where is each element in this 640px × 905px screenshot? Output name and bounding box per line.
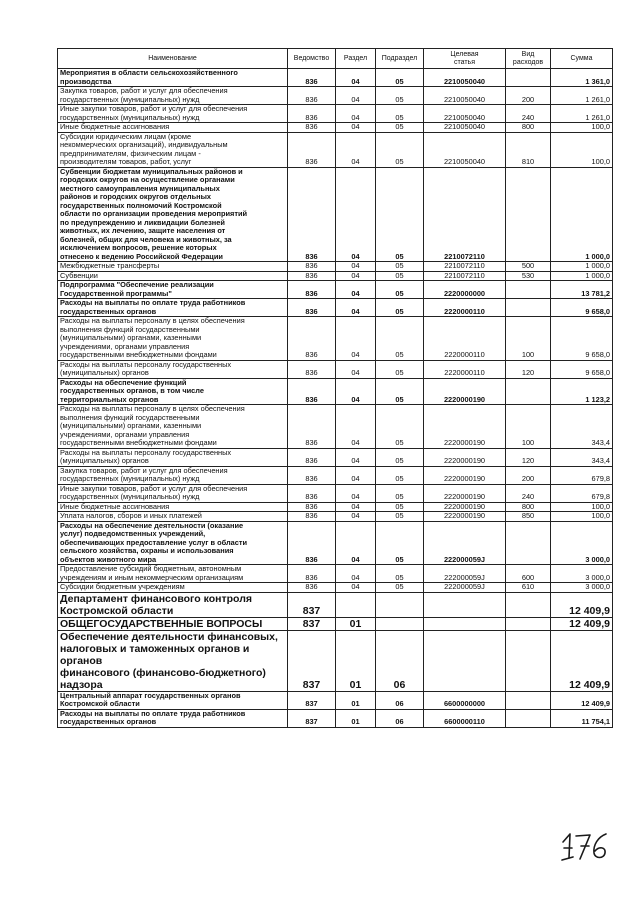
table-row xyxy=(58,299,613,317)
cell-razdel: 01 xyxy=(336,617,376,630)
cell-razdel: 04 xyxy=(336,565,376,583)
cell-ved: 837 xyxy=(288,592,336,617)
cell-cs: 2220000190 xyxy=(424,378,506,405)
header-ved-line: Ведомство xyxy=(293,54,330,62)
header-cs-line-2: статья xyxy=(453,58,475,66)
cell-vr xyxy=(506,281,551,299)
cell-name: Субвенции бюджетам муниципальных районов и городских округов на осуществление органами местного самоуправления муниципальных районов и городских округов отдельных государственных полномочий Костромской области по организации проведения мероприятий по предупреждению и ликвидации болезней животных, их лечению, защите населения от болезней, общих для человека и животных, за исключением вопросов, решение которых отнесено к ведению Российской Федерации xyxy=(58,167,288,262)
header-vr-line-2: расходов xyxy=(512,58,544,66)
cell-ved: 836 xyxy=(288,378,336,405)
cell-name: Расходы на выплаты по оплате труда работников государственных органов xyxy=(58,709,288,727)
cell-name: Департамент финансового контроля Костромской области xyxy=(58,592,288,617)
cell-cs: 2210050040 xyxy=(424,69,506,87)
cell-sum: 12 409,9 xyxy=(551,691,613,709)
cell-cs: 2210050040 xyxy=(424,87,506,105)
cell-sum: 1 361,0 xyxy=(551,69,613,87)
cell-sum: 100,0 xyxy=(551,502,613,512)
cell-sum: 9 658,0 xyxy=(551,299,613,317)
cell-podrazdel: 05 xyxy=(376,281,424,299)
cell-vr: 240 xyxy=(506,105,551,123)
cell-ved: 836 xyxy=(288,317,336,361)
header-cs xyxy=(424,49,506,69)
cell-ved: 837 xyxy=(288,709,336,727)
cell-ved: 836 xyxy=(288,565,336,583)
cell-podrazdel: 05 xyxy=(376,378,424,405)
cell-vr: 120 xyxy=(506,360,551,378)
cell-vr xyxy=(506,378,551,405)
cell-podrazdel: 05 xyxy=(376,105,424,123)
table-body xyxy=(58,69,613,728)
cell-vr: 850 xyxy=(506,512,551,522)
cell-vr: 100 xyxy=(506,317,551,361)
cell-ved: 836 xyxy=(288,448,336,466)
cell-vr xyxy=(506,709,551,727)
table-row xyxy=(58,691,613,709)
cell-razdel: 01 xyxy=(336,691,376,709)
header-ved xyxy=(288,49,336,69)
cell-sum: 1 000,0 xyxy=(551,262,613,272)
table-row xyxy=(58,709,613,727)
cell-vr: 500 xyxy=(506,262,551,272)
cell-podrazdel: 05 xyxy=(376,583,424,593)
cell-podrazdel: 06 xyxy=(376,709,424,727)
cell-vr xyxy=(506,521,551,565)
cell-cs: 2220000110 xyxy=(424,360,506,378)
cell-name: Закупка товаров, работ и услуг для обеспечения государственных (муниципальных) нужд xyxy=(58,466,288,484)
cell-sum: 12 409,9 xyxy=(551,592,613,617)
cell-vr: 240 xyxy=(506,484,551,502)
cell-razdel: 04 xyxy=(336,281,376,299)
cell-sum: 1 123,2 xyxy=(551,378,613,405)
cell-cs: 2210072110 xyxy=(424,271,506,281)
cell-name: Обеспечение деятельности финансовых, налоговых и таможенных органов и органов финансового (финансово-бюджетного) надзора xyxy=(58,630,288,691)
cell-vr: 120 xyxy=(506,448,551,466)
cell-ved: 836 xyxy=(288,583,336,593)
cell-podrazdel: 05 xyxy=(376,317,424,361)
cell-razdel: 04 xyxy=(336,262,376,272)
cell-razdel: 04 xyxy=(336,502,376,512)
cell-podrazdel: 05 xyxy=(376,123,424,133)
cell-vr xyxy=(506,691,551,709)
cell-ved: 836 xyxy=(288,502,336,512)
cell-podrazdel xyxy=(376,617,424,630)
cell-name: Иные закупки товаров, работ и услуг для обеспечения государственных (муниципальных) нужд xyxy=(58,484,288,502)
cell-sum: 13 781,2 xyxy=(551,281,613,299)
cell-ved: 836 xyxy=(288,521,336,565)
cell-ved: 836 xyxy=(288,299,336,317)
cell-ved: 836 xyxy=(288,87,336,105)
cell-cs: 2220000190 xyxy=(424,448,506,466)
cell-cs: 222000059J xyxy=(424,521,506,565)
cell-cs: 2210050040 xyxy=(424,132,506,167)
table-row xyxy=(58,521,613,565)
cell-name: Центральный аппарат государственных органов Костромской области xyxy=(58,691,288,709)
cell-name: Подпрограмма "Обеспечение реализации Государственной программы" xyxy=(58,281,288,299)
header-podrazdel xyxy=(376,49,424,69)
cell-name: Расходы на выплаты по оплате труда работников государственных органов xyxy=(58,299,288,317)
cell-name: Расходы на выплаты персоналу в целях обеспечения выполнения функций государственными (муниципальными) органами, казенными учреждениями, органами управления государственными внебюджетными фондами xyxy=(58,405,288,449)
cell-name: Иные бюджетные ассигнования xyxy=(58,123,288,133)
cell-razdel: 04 xyxy=(336,360,376,378)
cell-cs: 2210072110 xyxy=(424,262,506,272)
cell-ved: 836 xyxy=(288,69,336,87)
cell-vr xyxy=(506,299,551,317)
cell-podrazdel: 05 xyxy=(376,484,424,502)
cell-razdel: 04 xyxy=(336,132,376,167)
cell-cs: 2210050040 xyxy=(424,123,506,133)
cell-name: Иные закупки товаров, работ и услуг для обеспечения государственных (муниципальных) нужд xyxy=(58,105,288,123)
cell-ved: 836 xyxy=(288,105,336,123)
header-name xyxy=(58,49,288,69)
cell-name: Расходы на выплаты персоналу государственных (муниципальных) органов xyxy=(58,448,288,466)
table-row xyxy=(58,123,613,133)
cell-cs: 222000059J xyxy=(424,583,506,593)
cell-razdel: 04 xyxy=(336,466,376,484)
cell-razdel: 04 xyxy=(336,167,376,262)
cell-vr: 610 xyxy=(506,583,551,593)
cell-sum: 9 658,0 xyxy=(551,317,613,361)
table-row xyxy=(58,512,613,522)
table-row xyxy=(58,281,613,299)
table-row xyxy=(58,317,613,361)
cell-cs xyxy=(424,592,506,617)
cell-sum: 3 000,0 xyxy=(551,583,613,593)
cell-name: Мероприятия в области сельскохозяйственного производства xyxy=(58,69,288,87)
table-row xyxy=(58,378,613,405)
table-row xyxy=(58,565,613,583)
cell-name: Уплата налогов, сборов и иных платежей xyxy=(58,512,288,522)
cell-razdel: 04 xyxy=(336,405,376,449)
cell-podrazdel: 05 xyxy=(376,512,424,522)
cell-cs: 2220000190 xyxy=(424,512,506,522)
cell-cs: 2220000110 xyxy=(424,317,506,361)
cell-cs: 2220000190 xyxy=(424,484,506,502)
cell-podrazdel: 05 xyxy=(376,565,424,583)
table-row xyxy=(58,617,613,630)
cell-sum: 1 000,0 xyxy=(551,271,613,281)
cell-sum: 100,0 xyxy=(551,123,613,133)
cell-name: Субвенции xyxy=(58,271,288,281)
cell-name: Субсидии бюджетным учреждениям xyxy=(58,583,288,593)
cell-cs: 2220000190 xyxy=(424,405,506,449)
cell-name: Межбюджетные трансферты xyxy=(58,262,288,272)
cell-name: Расходы на выплаты персоналу государственных (муниципальных) органов xyxy=(58,360,288,378)
cell-vr: 800 xyxy=(506,502,551,512)
cell-podrazdel: 05 xyxy=(376,299,424,317)
table-row xyxy=(58,262,613,272)
cell-vr xyxy=(506,69,551,87)
cell-sum: 343,4 xyxy=(551,448,613,466)
table-row xyxy=(58,360,613,378)
table-row xyxy=(58,405,613,449)
cell-razdel: 04 xyxy=(336,271,376,281)
cell-ved: 836 xyxy=(288,271,336,281)
cell-razdel: 04 xyxy=(336,448,376,466)
cell-vr xyxy=(506,592,551,617)
cell-razdel: 04 xyxy=(336,484,376,502)
table-row xyxy=(58,484,613,502)
cell-sum: 100,0 xyxy=(551,132,613,167)
cell-vr: 800 xyxy=(506,123,551,133)
cell-name: Расходы на выплаты персоналу в целях обеспечения выполнения функций государственными (муниципальными) органами, казенными учреждениями, органами управления государственными внебюджетными фондами xyxy=(58,317,288,361)
cell-name: Закупка товаров, работ и услуг для обеспечения государственных (муниципальных) нужд xyxy=(58,87,288,105)
cell-ved: 836 xyxy=(288,281,336,299)
cell-podrazdel: 05 xyxy=(376,405,424,449)
cell-razdel: 04 xyxy=(336,299,376,317)
cell-podrazdel: 05 xyxy=(376,132,424,167)
header-name-line: Наименование xyxy=(148,54,197,62)
table-row xyxy=(58,132,613,167)
table-row xyxy=(58,167,613,262)
cell-sum: 3 000,0 xyxy=(551,521,613,565)
cell-ved: 837 xyxy=(288,630,336,691)
header-razdel xyxy=(336,49,376,69)
cell-podrazdel xyxy=(376,592,424,617)
cell-name: Предоставление субсидий бюджетным, автономным учреждениям и иным некоммерческим организациям xyxy=(58,565,288,583)
cell-ved: 836 xyxy=(288,405,336,449)
cell-vr: 100 xyxy=(506,405,551,449)
table-row xyxy=(58,466,613,484)
cell-podrazdel: 05 xyxy=(376,521,424,565)
cell-name: Расходы на обеспечение деятельности (оказание услуг) подведомственных учреждений, обеспечивающих предоставление услуг в области сельского хозяйства, охраны и использования объектов животного мира xyxy=(58,521,288,565)
cell-sum: 343,4 xyxy=(551,405,613,449)
cell-name: Расходы на обеспечение функций государственных органов, в том числе территориальных органов xyxy=(58,378,288,405)
cell-sum: 1 000,0 xyxy=(551,167,613,262)
cell-razdel: 04 xyxy=(336,521,376,565)
table-row xyxy=(58,87,613,105)
cell-name: Иные бюджетные ассигнования xyxy=(58,502,288,512)
cell-ved: 836 xyxy=(288,167,336,262)
cell-cs xyxy=(424,630,506,691)
cell-podrazdel: 05 xyxy=(376,448,424,466)
cell-sum: 679,8 xyxy=(551,484,613,502)
cell-podrazdel: 05 xyxy=(376,87,424,105)
cell-razdel: 04 xyxy=(336,87,376,105)
cell-vr: 200 xyxy=(506,466,551,484)
table-row xyxy=(58,592,613,617)
header-vr-line-1: Вид xyxy=(521,50,535,58)
table-row xyxy=(58,69,613,87)
cell-razdel: 01 xyxy=(336,630,376,691)
cell-podrazdel: 05 xyxy=(376,167,424,262)
cell-sum: 11 754,1 xyxy=(551,709,613,727)
cell-vr xyxy=(506,617,551,630)
budget-table xyxy=(57,48,613,728)
table-row xyxy=(58,105,613,123)
header-vr xyxy=(506,49,551,69)
cell-cs: 2220000000 xyxy=(424,281,506,299)
cell-cs: 2220000190 xyxy=(424,502,506,512)
cell-ved: 836 xyxy=(288,512,336,522)
cell-sum: 1 261,0 xyxy=(551,87,613,105)
cell-cs: 6600000000 xyxy=(424,691,506,709)
cell-vr: 600 xyxy=(506,565,551,583)
cell-razdel: 04 xyxy=(336,69,376,87)
cell-vr xyxy=(506,167,551,262)
table-row xyxy=(58,630,613,691)
header-cs-line-1: Целевая xyxy=(450,50,479,58)
cell-cs xyxy=(424,617,506,630)
cell-ved: 836 xyxy=(288,132,336,167)
header-razdel-line: Раздел xyxy=(343,54,368,62)
cell-vr: 810 xyxy=(506,132,551,167)
cell-podrazdel: 05 xyxy=(376,271,424,281)
cell-vr: 530 xyxy=(506,271,551,281)
cell-name: ОБЩЕГОСУДАРСТВЕННЫЕ ВОПРОСЫ xyxy=(58,617,288,630)
cell-razdel: 04 xyxy=(336,583,376,593)
budget-sheet xyxy=(57,48,612,728)
cell-podrazdel: 05 xyxy=(376,502,424,512)
table-row xyxy=(58,448,613,466)
cell-podrazdel: 06 xyxy=(376,691,424,709)
cell-cs: 2220000110 xyxy=(424,299,506,317)
cell-razdel xyxy=(336,592,376,617)
cell-sum: 1 261,0 xyxy=(551,105,613,123)
cell-cs: 2210050040 xyxy=(424,105,506,123)
cell-cs: 2210072110 xyxy=(424,167,506,262)
cell-razdel: 04 xyxy=(336,105,376,123)
cell-ved: 836 xyxy=(288,484,336,502)
cell-sum: 3 000,0 xyxy=(551,565,613,583)
cell-razdel: 01 xyxy=(336,709,376,727)
header-sum xyxy=(551,49,613,69)
cell-sum: 679,8 xyxy=(551,466,613,484)
handwritten-page-number xyxy=(560,828,612,862)
header-podrazdel-line: Подраздел xyxy=(381,54,418,62)
cell-razdel: 04 xyxy=(336,123,376,133)
cell-ved: 836 xyxy=(288,123,336,133)
cell-razdel: 04 xyxy=(336,378,376,405)
cell-razdel: 04 xyxy=(336,317,376,361)
cell-sum: 12 409,9 xyxy=(551,630,613,691)
cell-ved: 837 xyxy=(288,691,336,709)
cell-name: Субсидии юридическим лицам (кроме некоммерческих организаций), индивидуальным предпринимателям, физическим лицам - производителям товаров, работ, услуг xyxy=(58,132,288,167)
cell-vr: 200 xyxy=(506,87,551,105)
cell-sum: 100,0 xyxy=(551,512,613,522)
cell-ved: 837 xyxy=(288,617,336,630)
cell-podrazdel: 06 xyxy=(376,630,424,691)
cell-cs: 6600000110 xyxy=(424,709,506,727)
cell-podrazdel: 05 xyxy=(376,466,424,484)
cell-sum: 12 409,9 xyxy=(551,617,613,630)
header-sum-line: Сумма xyxy=(570,54,593,62)
cell-vr xyxy=(506,630,551,691)
cell-sum: 9 658,0 xyxy=(551,360,613,378)
cell-podrazdel: 05 xyxy=(376,69,424,87)
cell-cs: 2220000190 xyxy=(424,466,506,484)
cell-podrazdel: 05 xyxy=(376,360,424,378)
cell-cs: 222000059J xyxy=(424,565,506,583)
cell-ved: 836 xyxy=(288,262,336,272)
cell-ved: 836 xyxy=(288,466,336,484)
table-header-row xyxy=(58,49,613,69)
cell-razdel: 04 xyxy=(336,512,376,522)
cell-podrazdel: 05 xyxy=(376,262,424,272)
table-row xyxy=(58,583,613,593)
cell-ved: 836 xyxy=(288,360,336,378)
